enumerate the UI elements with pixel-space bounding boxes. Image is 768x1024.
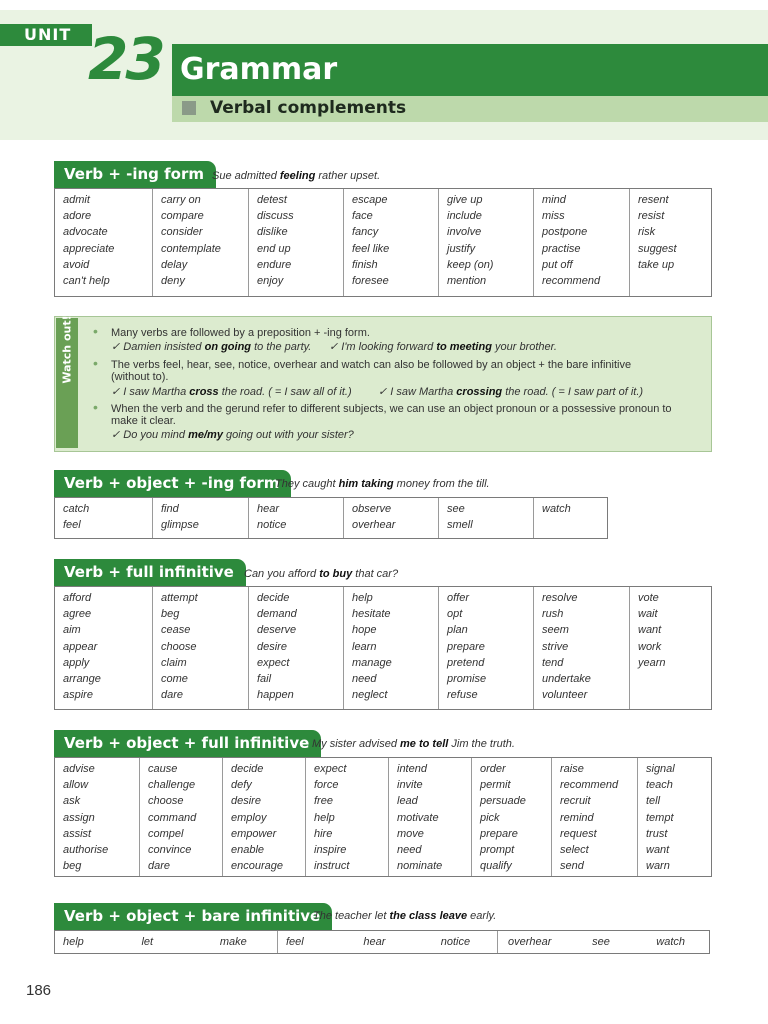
word-cell: watch: [542, 503, 571, 515]
word-cell: deserve: [257, 624, 297, 637]
table-column: [533, 189, 629, 296]
word-cell: feel: [286, 936, 304, 948]
word-cell: decide: [231, 763, 264, 775]
word-cell: desire: [231, 795, 261, 808]
word-cell: notice: [440, 936, 471, 948]
word-cell: pick: [480, 811, 500, 824]
word-list: [161, 501, 248, 533]
watch-out-label: Watch out!: [60, 314, 74, 384]
word-cell: escape: [352, 194, 388, 206]
word-cell: refuse: [447, 689, 478, 702]
word-cell: postpone: [542, 226, 588, 239]
word-cell: apply: [63, 656, 90, 669]
table-object-ing-form: [54, 497, 608, 539]
word-list: [542, 590, 629, 703]
word-cell: desire: [257, 640, 287, 653]
section-heading-ing-form: Verb + -ing form: [54, 161, 216, 188]
word-cell: assist: [63, 827, 92, 840]
word-cell: defy: [231, 779, 252, 792]
word-cell: need: [352, 673, 377, 686]
watch-out-example: ✓ I saw Martha cross the road. ( = I saw all of it.): [111, 386, 352, 398]
word-cell: persuade: [480, 795, 526, 808]
word-cell: teach: [646, 779, 673, 792]
word-cell: offer: [447, 592, 470, 604]
table-column: [152, 587, 248, 709]
word-cell: foresee: [352, 275, 389, 288]
word-cell: come: [161, 673, 188, 686]
table-column: [139, 758, 222, 876]
word-cell: rush: [542, 608, 564, 621]
word-cell: wait: [638, 608, 658, 621]
word-cell: arrange: [63, 673, 101, 686]
word-cell: tend: [542, 656, 564, 669]
word-cell: resent: [638, 194, 669, 206]
word-cell: authorise: [63, 844, 109, 857]
example-ing-form: Sue admitted feeling rather upset.: [212, 170, 381, 182]
word-cell: tell: [646, 795, 661, 808]
word-cell: cease: [161, 624, 191, 637]
table-column: [438, 587, 533, 709]
table-column: [533, 587, 629, 709]
word-cell: dislike: [257, 226, 288, 239]
page-title: Grammar: [180, 52, 338, 87]
word-cell: permit: [480, 779, 511, 792]
word-cell: help: [314, 811, 335, 824]
word-cell: advise: [63, 763, 95, 775]
table-column: [55, 189, 152, 296]
word-cell: vote: [638, 592, 659, 604]
word-cell: pretend: [447, 656, 485, 669]
example-full-infinitive: Can you afford to buy that car?: [244, 568, 399, 580]
word-cell: delay: [161, 258, 188, 271]
word-cell: find: [161, 503, 179, 515]
word-list: [447, 192, 533, 289]
word-cell: force: [314, 779, 339, 792]
table-column: [277, 931, 497, 953]
section-heading-object-ing-form: Verb + object + -ing form: [54, 470, 291, 497]
word-cell: recommend: [560, 779, 619, 792]
word-cell: beg: [63, 860, 82, 873]
word-list: [638, 590, 709, 671]
word-list: [352, 192, 438, 289]
word-cell: can't help: [63, 275, 110, 288]
table-column: [388, 758, 471, 876]
table-column: [343, 189, 438, 296]
table-column: [55, 931, 277, 953]
word-cell: strive: [542, 640, 569, 653]
word-list: [63, 501, 152, 533]
word-cell: contemplate: [161, 242, 221, 255]
word-cell: suggest: [638, 242, 677, 255]
word-cell: advocate: [63, 226, 108, 239]
word-cell: enable: [231, 844, 265, 857]
word-cell: remind: [560, 811, 594, 824]
word-cell: keep (on): [447, 258, 494, 271]
table-column: [343, 498, 438, 538]
table-column: [248, 587, 343, 709]
word-cell: promise: [447, 673, 487, 686]
bullet-icon: •: [93, 323, 98, 339]
word-cell: plan: [447, 624, 468, 637]
word-cell: prepare: [480, 827, 518, 840]
word-list: [161, 192, 248, 289]
word-list: [560, 761, 637, 874]
word-list: [257, 590, 343, 703]
word-list: [447, 501, 533, 533]
word-cell: want: [638, 624, 662, 637]
word-cell: motivate: [397, 811, 439, 824]
word-cell: choose: [161, 640, 197, 653]
word-cell: make: [219, 936, 247, 948]
watch-out-bullet-1: • Many verbs are followed by a preposition + -ing form.: [93, 323, 370, 339]
word-cell: consider: [161, 226, 203, 239]
word-cell: discuss: [257, 210, 294, 223]
word-cell: overhear: [352, 519, 396, 532]
word-list: [638, 192, 709, 273]
word-cell: mention: [447, 275, 487, 288]
word-cell: notice: [257, 519, 287, 532]
word-cell: justify: [447, 242, 476, 255]
word-cell: admit: [63, 194, 90, 206]
word-cell: carry on: [161, 194, 201, 206]
word-cell: put off: [542, 258, 573, 271]
bullet-icon: •: [93, 355, 98, 371]
word-cell: end up: [257, 242, 291, 255]
word-cell: feel like: [352, 242, 390, 255]
table-column: [438, 189, 533, 296]
word-cell: warn: [646, 860, 670, 873]
page-number: 186: [26, 982, 52, 999]
word-cell: risk: [638, 226, 656, 239]
word-cell: hesitate: [352, 608, 391, 621]
word-cell: command: [148, 811, 197, 824]
table-column: [629, 587, 709, 709]
word-cell: aim: [63, 624, 81, 637]
word-cell: want: [646, 844, 670, 857]
word-cell: resist: [638, 210, 665, 223]
table-column: [629, 189, 709, 296]
table-column: [471, 758, 551, 876]
section-heading-full-infinitive: Verb + full infinitive: [54, 559, 246, 586]
word-cell: raise: [560, 763, 584, 775]
table-full-infinitive: [54, 586, 712, 710]
watch-out-bullet-3-cont: make it clear.: [111, 415, 176, 427]
word-cell: endure: [257, 258, 292, 271]
word-list: [63, 761, 139, 874]
word-cell: claim: [161, 656, 187, 669]
table-column: [305, 758, 388, 876]
example-object-bare-infinitive: The teacher let the class leave early.: [313, 910, 497, 922]
table-column: [533, 498, 605, 538]
word-cell: hear: [363, 936, 386, 948]
unit-number: 23: [88, 25, 163, 93]
word-cell: instruct: [314, 860, 350, 873]
word-cell: signal: [646, 763, 675, 775]
table-column: [248, 498, 343, 538]
table-column: [55, 758, 139, 876]
word-cell: take up: [638, 258, 675, 271]
word-list: [161, 590, 248, 703]
word-cell: see: [592, 936, 610, 948]
word-cell: opt: [447, 608, 463, 621]
word-list: [257, 501, 343, 533]
word-cell: practise: [542, 242, 581, 255]
word-cell: move: [397, 827, 424, 840]
word-cell: assign: [63, 811, 95, 824]
word-cell: expect: [257, 656, 290, 669]
word-cell: demand: [257, 608, 297, 621]
table-column: [55, 587, 152, 709]
watch-out-example: ✓ Damien insisted on going to the party.: [111, 341, 312, 353]
table-ing-form: [54, 188, 712, 297]
word-cell: convince: [148, 844, 192, 857]
word-cell: appear: [63, 640, 98, 653]
word-cell: manage: [352, 656, 392, 669]
word-cell: empower: [231, 827, 277, 840]
table-object-full-infinitive: [54, 757, 712, 877]
section-heading-object-full-infinitive: Verb + object + full infinitive: [54, 730, 321, 757]
word-cell: challenge: [148, 779, 196, 792]
word-cell: dare: [148, 860, 171, 873]
word-cell: appreciate: [63, 242, 115, 255]
example-object-full-infinitive: My sister advised me to tell Jim the truth.: [312, 738, 515, 750]
word-list: [542, 501, 605, 517]
word-list: [447, 590, 533, 703]
watch-out-bullet-3: • When the verb and the gerund refer to different subjects, we can use an object pronoun or a possessive pronoun to: [93, 399, 672, 415]
word-cell: nominate: [397, 860, 443, 873]
word-cell: deny: [161, 275, 185, 288]
word-cell: agree: [63, 608, 92, 621]
word-cell: fancy: [352, 226, 379, 239]
word-list: [314, 761, 388, 874]
word-cell: afford: [63, 592, 92, 604]
example-object-ing-form: They caught him taking money from the till.: [275, 478, 490, 490]
word-cell: include: [447, 210, 482, 223]
word-cell: hope: [352, 624, 377, 637]
word-cell: request: [560, 827, 597, 840]
table-column: [343, 587, 438, 709]
watch-out-example: ✓ I'm looking forward to meeting your brother.: [329, 341, 557, 353]
word-cell: recruit: [560, 795, 591, 808]
word-list: [63, 590, 152, 703]
watch-out-example: ✓ Do you mind me/my going out with your sister?: [111, 429, 354, 441]
word-cell: hire: [314, 827, 333, 840]
word-cell: resolve: [542, 592, 578, 604]
word-cell: hear: [257, 503, 280, 515]
word-cell: recommend: [542, 275, 601, 288]
watch-out-bullet-2: • The verbs feel, hear, see, notice, overhear and watch can also be followed by an object + the bare infinitive: [93, 355, 632, 371]
word-cell: inspire: [314, 844, 347, 857]
word-cell: adore: [63, 210, 92, 223]
word-cell: fail: [257, 673, 272, 686]
word-cell: send: [560, 860, 584, 873]
word-cell: observe: [352, 503, 392, 515]
word-cell: undertake: [542, 673, 591, 686]
word-cell: work: [638, 640, 662, 653]
page-subtitle: Verbal complements: [210, 98, 407, 118]
watch-out-bullet-2-cont: (without to).: [111, 371, 169, 383]
word-cell: prepare: [447, 640, 485, 653]
table-column: [248, 189, 343, 296]
table-object-bare-infinitive: [54, 930, 710, 954]
word-list: [148, 761, 222, 874]
word-cell: choose: [148, 795, 184, 808]
word-cell: attempt: [161, 592, 198, 604]
word-cell: help: [63, 936, 84, 948]
word-cell: mind: [542, 194, 566, 206]
word-cell: compel: [148, 827, 184, 840]
bullet-icon: •: [93, 399, 98, 415]
word-cell: invite: [397, 779, 423, 792]
word-cell: qualify: [480, 860, 512, 873]
word-cell: allow: [63, 779, 89, 792]
word-cell: aspire: [63, 689, 93, 702]
table-column: [637, 758, 709, 876]
word-cell: yearn: [638, 656, 666, 669]
word-cell: watch: [656, 936, 686, 948]
word-cell: happen: [257, 689, 294, 702]
word-cell: employ: [231, 811, 267, 824]
word-cell: involve: [447, 226, 482, 239]
unit-label: UNIT: [24, 25, 72, 44]
word-cell: avoid: [63, 258, 90, 271]
word-cell: order: [480, 763, 506, 775]
section-heading-object-bare-infinitive: Verb + object + bare infinitive: [54, 903, 332, 930]
word-cell: seem: [542, 624, 569, 637]
word-cell: face: [352, 210, 373, 223]
word-cell: finish: [352, 258, 378, 271]
word-cell: volunteer: [542, 689, 588, 702]
word-cell: free: [314, 795, 333, 808]
word-cell: trust: [646, 827, 668, 840]
word-list: [352, 501, 438, 533]
word-cell: intend: [397, 763, 427, 775]
word-cell: expect: [314, 763, 347, 775]
watch-out-example: ✓ I saw Martha crossing the road. ( = I saw part of it.): [378, 386, 644, 398]
word-cell: need: [397, 844, 422, 857]
word-list: [63, 192, 152, 289]
word-list: [646, 761, 709, 874]
word-cell: encourage: [231, 860, 283, 873]
word-list: [257, 192, 343, 289]
word-cell: select: [560, 844, 589, 857]
word-cell: neglect: [352, 689, 388, 702]
word-list: [542, 192, 629, 289]
word-cell: learn: [352, 640, 377, 653]
word-cell: decide: [257, 592, 290, 604]
word-list: [480, 761, 551, 874]
table-column: [438, 498, 533, 538]
table-column: [551, 758, 637, 876]
word-cell: compare: [161, 210, 204, 223]
word-cell: ask: [63, 795, 81, 808]
table-column: [497, 931, 707, 953]
word-cell: prompt: [480, 844, 515, 857]
word-cell: help: [352, 592, 373, 604]
word-cell: feel: [63, 519, 81, 532]
word-cell: smell: [447, 519, 473, 532]
word-cell: see: [447, 503, 465, 515]
table-column: [222, 758, 305, 876]
table-column: [152, 498, 248, 538]
word-cell: tempt: [646, 811, 674, 824]
word-cell: glimpse: [161, 519, 199, 532]
square-bullet-icon: [182, 101, 196, 115]
word-cell: lead: [397, 795, 418, 808]
table-column: [55, 498, 152, 538]
table-column: [152, 189, 248, 296]
word-list: [397, 761, 471, 874]
word-cell: give up: [447, 194, 483, 206]
word-cell: overhear: [508, 936, 552, 948]
word-cell: let: [141, 936, 154, 948]
word-cell: catch: [63, 503, 90, 515]
word-list: [231, 761, 305, 874]
word-cell: miss: [542, 210, 565, 223]
word-cell: detest: [257, 194, 287, 206]
word-cell: dare: [161, 689, 184, 702]
word-cell: beg: [161, 608, 180, 621]
word-list: [352, 590, 438, 703]
word-cell: enjoy: [257, 275, 284, 288]
word-cell: cause: [148, 763, 178, 775]
